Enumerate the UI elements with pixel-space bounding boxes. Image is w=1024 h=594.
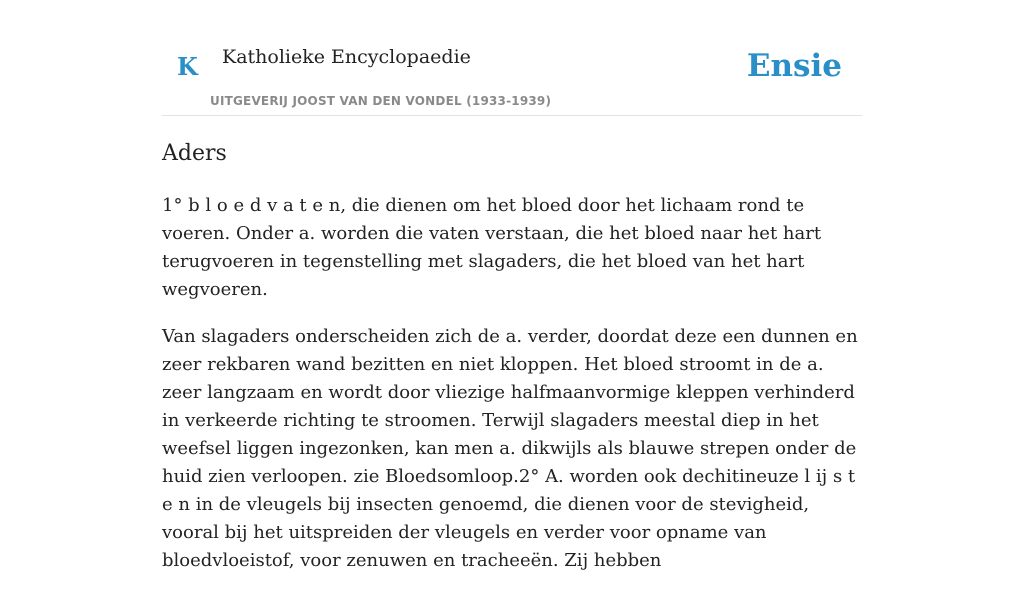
publication-logo[interactable]: K bbox=[177, 52, 198, 81]
article-body bbox=[162, 192, 862, 594]
publisher-subtitle: UITGEVERIJ JOOST VAN DEN VONDEL (1933-1939) bbox=[210, 94, 552, 108]
article-paragraph: Van slagaders onderscheiden zich de a. verder, doordat deze een dunnen en zeer rekbaren wand bezitten en niet kloppen. Het bloed stroomt in de a. zeer langzaam en wordt door vliezige halfmaanvormige kleppen verhinderd in verkeerde richting te stroomen. Terwijl slagaders meestal diep in het weefsel liggen ingezonken, kan men a. dikwijls als blauwe strepen onder de huid zien verloopen. zie Bloedsomloop.2° A. worden ook dechitineuze l ij s t e n in de vleugels bij insecten genoemd, die dienen voor de stevigheid, vooral bij het uitspreiden der vleugels en verder voor opname van bloedvloeistof, voor zenuwen en tracheeën. Zij hebben bbox=[162, 326, 858, 571]
article-title: Aders bbox=[162, 141, 227, 166]
publication-title[interactable]: Katholieke Encyclopaedie bbox=[222, 46, 471, 68]
site-header bbox=[162, 0, 862, 116]
article-paragraph: 1° b l o e d v a t e n, die dienen om het bloed door het lichaam rond te voeren. Onder a. worden die vaten verstaan, die het bloed naar het hart terugvoeren in tegenstelling met slagaders, die het bloed van het hart wegvoeren. bbox=[162, 195, 822, 300]
ensie-logo[interactable]: Ensie bbox=[746, 48, 842, 84]
